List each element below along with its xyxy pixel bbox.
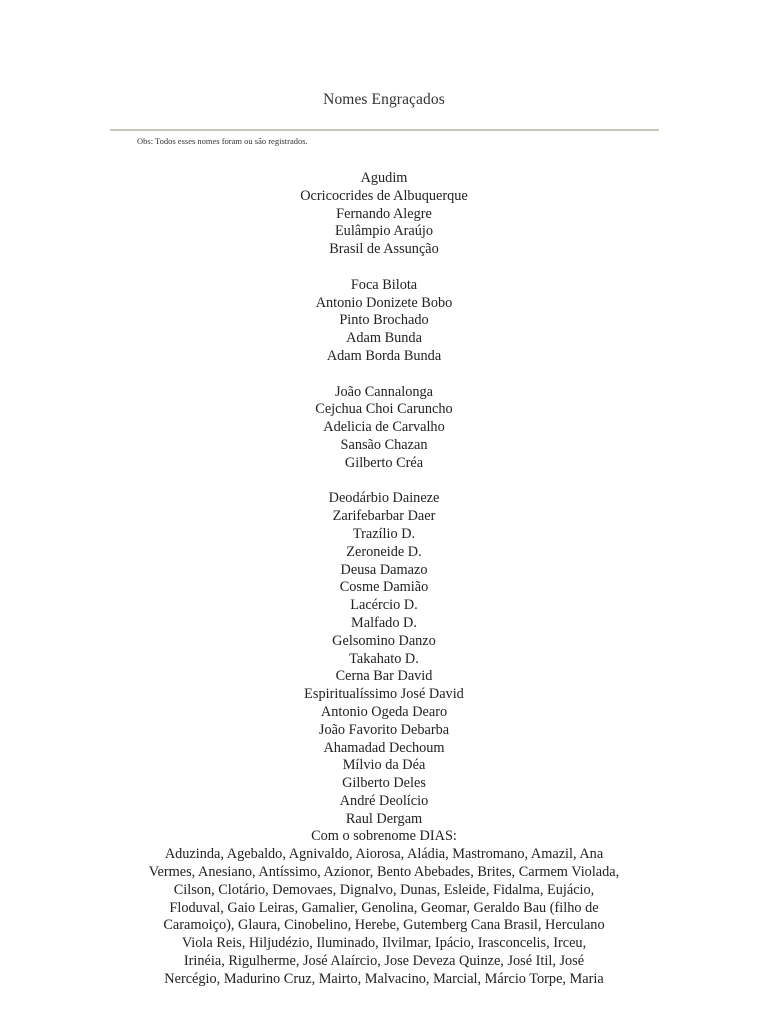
list-item: Deusa Damazo <box>340 561 428 578</box>
dias-paragraph-line: Irinéia, Rigulherme, José Alaírcio, Jose Deveza Quinze, José Itil, José <box>183 953 585 970</box>
list-item: Brasil de Assunção <box>329 241 439 258</box>
list-item: Mílvio da Déa <box>342 757 426 774</box>
list-item: Adam Bunda <box>346 330 422 347</box>
list-item: Antonio Donizete Bobo <box>315 294 453 311</box>
list-item: Agudim <box>360 170 408 186</box>
name-group-b <box>0 277 768 366</box>
note-text: Obs: Todos esses nomes foram ou são registrados. <box>137 136 308 146</box>
dias-section <box>0 828 768 988</box>
list-item: Zarifebarbar Daer <box>332 508 436 525</box>
list-item: Foca Bilota <box>350 276 418 293</box>
list-item: Adelicia de Carvalho <box>323 419 445 436</box>
list-item: Cejchua Choi Caruncho <box>315 401 453 418</box>
list-item: Adam Borda Bunda <box>326 347 442 364</box>
list-item: Gelsomino Danzo <box>332 632 436 649</box>
name-group-a <box>0 170 768 259</box>
name-group-c <box>0 384 768 473</box>
list-item: Raul Dergam <box>345 810 423 827</box>
list-item: Ahamadad Dechoum <box>323 739 445 756</box>
list-item: Eulâmpio Araújo <box>334 223 434 240</box>
dias-paragraph-line: Viola Reis, Hiljudézio, Iluminado, Ilvilmar, Ipácio, Irasconcelis, Irceu, <box>181 935 587 952</box>
dias-paragraph-line: Nercégio, Madurino Cruz, Mairto, Malvacino, Marcial, Márcio Torpe, Maria <box>164 970 604 987</box>
list-item: Cerna Bar David <box>335 668 433 685</box>
list-item: Gilberto Deles <box>342 775 426 792</box>
list-item: Deodárbio Daineze <box>328 490 440 507</box>
list-item: Zeroneide D. <box>346 543 422 560</box>
dias-heading: Com o sobrenome DIAS: <box>311 828 457 845</box>
dias-paragraph-line: Aduzinda, Agebaldo, Agnivaldo, Aiorosa, Aládia, Mastromano, Amazil, Ana <box>164 846 604 863</box>
list-item: Takahato D. <box>349 650 419 667</box>
list-item: Lacércio D. <box>350 597 418 614</box>
list-item: João Cannalonga <box>334 383 434 400</box>
title-divider <box>110 129 659 131</box>
dias-paragraph-line: Cilson, Clotário, Demovaes, Dignalvo, Dunas, Esleide, Fidalma, Eujácio, <box>173 881 595 898</box>
name-group-d <box>0 490 768 828</box>
names-list <box>0 170 768 989</box>
list-item: João Favorito Debarba <box>318 721 450 738</box>
document-title: Nomes Engraçados <box>323 91 445 108</box>
list-item: Ocricocrides de Albuquerque <box>300 187 468 204</box>
list-item: Antonio Ogeda Dearo <box>320 703 448 720</box>
list-item: Cosme Damião <box>339 579 429 596</box>
list-item: Malfado D. <box>351 614 417 631</box>
list-item: Espiritualíssimo José David <box>304 686 464 703</box>
list-item: André Deolício <box>339 792 429 809</box>
list-item: Fernando Alegre <box>336 205 432 222</box>
dias-paragraph-line: Vermes, Anesiano, Antíssimo, Azionor, Bento Abebades, Brites, Carmem Violada, <box>148 864 620 881</box>
list-item: Pinto Brochado <box>339 312 429 329</box>
dias-paragraph-line: Floduval, Gaio Leiras, Gamalier, Genolina, Geomar, Geraldo Bau (filho de <box>169 899 599 916</box>
list-item: Trazílio D. <box>352 525 416 542</box>
dias-paragraph-line: Caramoiço), Glaura, Cinobelino, Herebe, Gutemberg Cana Brasil, Herculano <box>163 917 605 934</box>
list-item: Gilberto Créa <box>344 454 424 471</box>
list-item: Sansão Chazan <box>340 436 428 453</box>
